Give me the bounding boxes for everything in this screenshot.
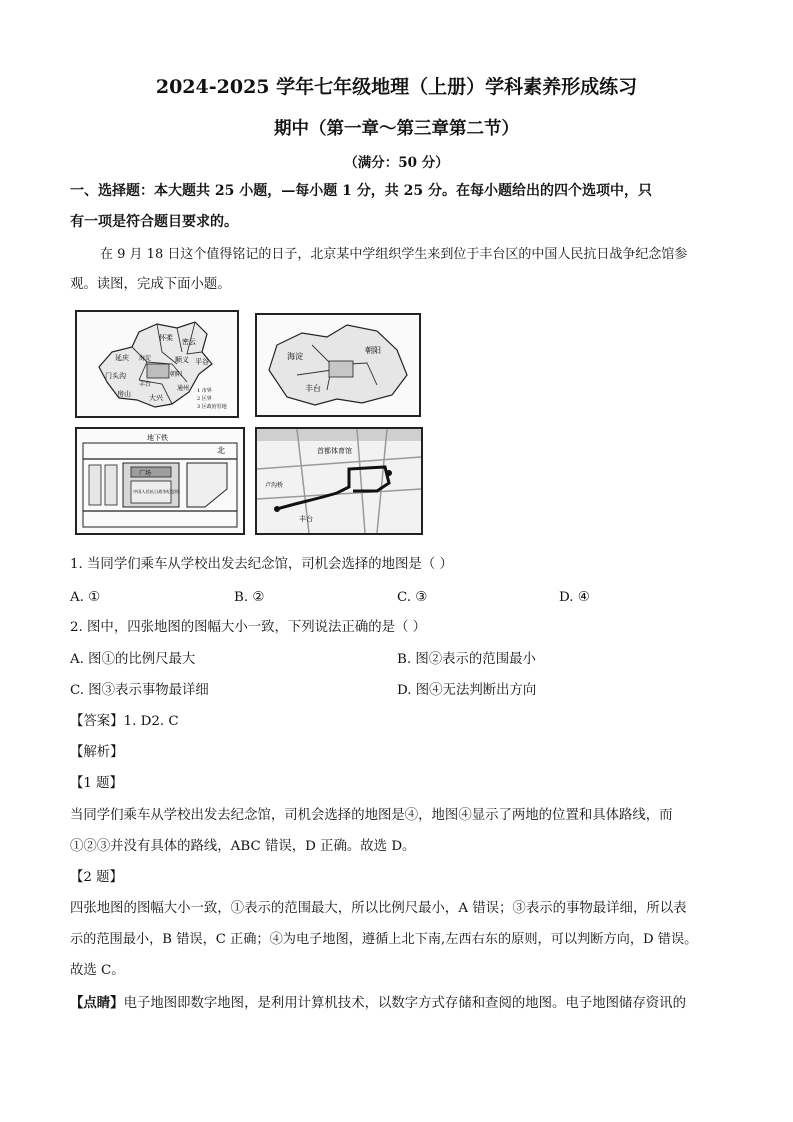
question-1-option-a: A. ① (70, 590, 101, 605)
map3-label-2: 广场 (139, 470, 152, 477)
q1-analysis-line2: ①②③并没有具体的路线，ABC 错误，D 正确。故选 D。 (70, 839, 416, 854)
question-1-option-c: C. ③ (397, 590, 428, 605)
q1-analysis-tag: 【1 题】 (70, 776, 123, 791)
map1-label-9: 大兴 (149, 394, 163, 402)
map-2-drawing (257, 315, 419, 415)
map3-label-3: 中国人民抗日战争纪念馆 (133, 489, 180, 494)
page-subtitle: 期中（第一章～第三章第二节） (274, 119, 519, 139)
map1-label-2: 密云 (182, 338, 196, 346)
tip-paragraph (70, 994, 686, 1013)
map1-label-3: 顺义 (175, 356, 189, 364)
map4-label-1: 丰台 (299, 515, 313, 523)
question-1-option-d: D. ④ (559, 590, 590, 605)
question-1-stem: 1. 当同学们乘车从学校出发去纪念馆，司机会选择的地图是（ ） (70, 557, 453, 572)
map-2-urban-districts (255, 313, 421, 417)
map1-label-6: 海淀 (139, 355, 152, 362)
q2-analysis-line2: 示的范围最小，B 错误，C 正确；④为电子地图，遵循上北下南,左西右东的原则，可以判断方向，D 错误。 (70, 932, 698, 947)
tip-text: 电子地图即数字地图，是利用计算机技术，以数字方式存储和查阅的地图。电子地图储存资讯的 (123, 996, 686, 1011)
map1-label-7: 门头沟 (105, 372, 126, 380)
map-1-beijing-districts (75, 310, 239, 418)
map1-label-8: 房山 (117, 390, 131, 398)
question-2-option-a: A. 图①的比例尺最大 (70, 652, 196, 667)
question-2-option-d: D. 图④无法判断出方向 (397, 683, 537, 698)
page-title: 2024-2025 学年七年级地理（上册）学科素养形成练习 (155, 76, 638, 98)
question-2-option-c: C. 图③表示事物最详细 (70, 683, 209, 698)
question-1-option-b: B. ② (234, 590, 265, 605)
question-2-stem: 2. 图中，四张地图的图幅大小一致，下列说法正确的是（ ） (70, 620, 427, 635)
map1-label-10: 丰台 (139, 381, 152, 388)
map2-label-1: 朝阳 (365, 346, 381, 355)
tip-tag: 【点睛】 (70, 995, 124, 1011)
map-4-electronic-route (255, 427, 423, 535)
section-heading-line1: 一、选择题：本大题共 25 小题，—每小题 1 分，共 25 分。在每小题给出的四个选项中，只 (70, 183, 652, 199)
map2-label-2: 丰台 (305, 384, 321, 393)
map1-legend-2: 3 区政府驻地 (197, 404, 227, 410)
map-3-drawing (77, 429, 243, 533)
section-heading-line2: 有一项是符合题目要求的。 (70, 214, 238, 230)
map1-label-1: 怀柔 (159, 334, 173, 342)
map1-label-0: 延庆 (115, 354, 129, 362)
q2-analysis-line3: 故选 C。 (70, 963, 125, 978)
map4-label-2: 卢沟桥 (265, 482, 284, 489)
map3-label-0: 地下铁 (147, 434, 168, 442)
map-figure (70, 305, 430, 537)
intro-line1: 在 9 月 18 日这个值得铭记的日子，北京某中学组织学生来到位于丰台区的中国人民抗日战争纪念馆参 (100, 247, 688, 262)
q1-analysis-line1: 当同学们乘车从学校出发去纪念馆，司机会选择的地图是④，地图④显示了两地的位置和具体路线，而 (70, 808, 673, 823)
map-3-memorial-plan (75, 427, 245, 535)
map3-label-1: 北 (217, 446, 225, 455)
map2-label-0: 海淀 (287, 352, 303, 361)
map1-legend-1: 2 区界 (197, 396, 212, 402)
q2-analysis-tag: 【2 题】 (70, 870, 123, 885)
map-1-drawing (77, 312, 237, 416)
answer: 【答案】1. D2. C (70, 714, 179, 729)
analysis-heading: 【解析】 (70, 745, 124, 760)
map4-label-0: 首都体育馆 (317, 447, 352, 455)
intro-line2: 观。读图，完成下面小题。 (70, 277, 231, 292)
map1-legend-0: 1 市界 (197, 388, 212, 394)
map1-label-11: 通州 (177, 385, 190, 392)
q2-analysis-line1: 四张地图的图幅大小一致，①表示的范围最大，所以比例尺最小，A 错误；③表示的事物最详细，所以表 (70, 901, 687, 916)
map1-label-5: 朝阳 (170, 371, 183, 378)
full-score: （满分：50 分） (344, 155, 449, 171)
map-4-drawing (257, 429, 421, 533)
question-2-option-b: B. 图②表示的范围最小 (397, 652, 536, 667)
map1-label-4: 平谷 (195, 358, 209, 366)
